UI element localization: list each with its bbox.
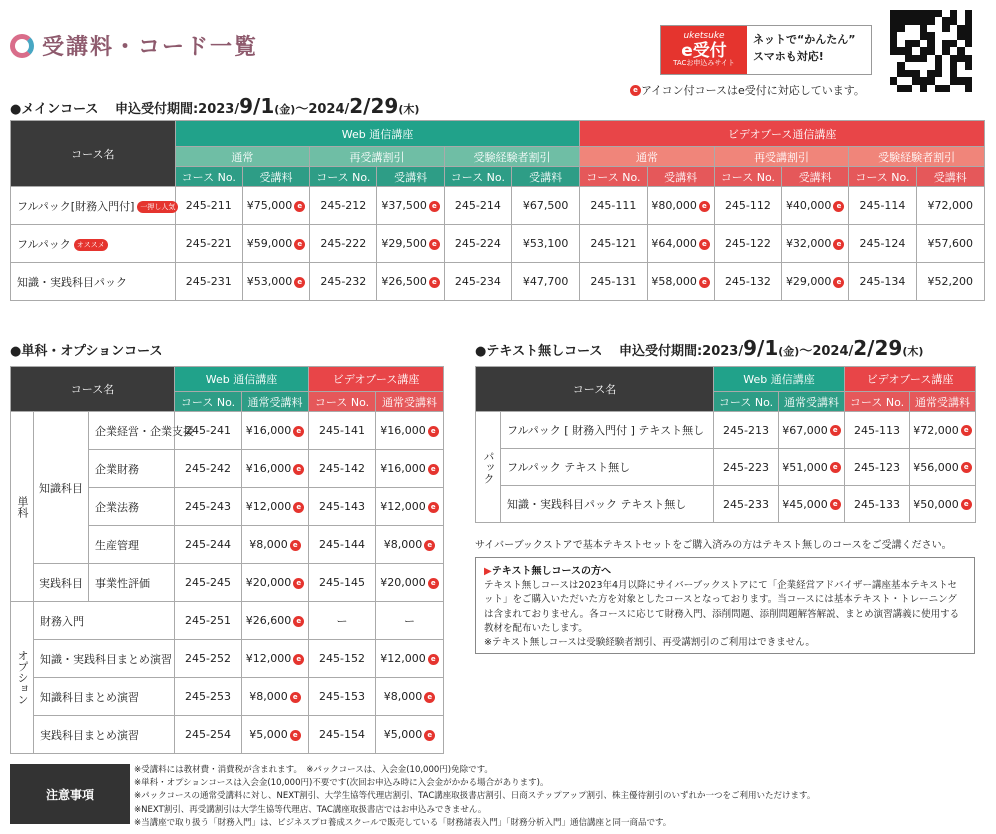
fee-value: ¥29,500 bbox=[381, 237, 427, 250]
fee-cell bbox=[242, 412, 309, 450]
code-cell: 245-214 bbox=[444, 187, 511, 225]
fee-value: ¥75,000 bbox=[246, 199, 293, 212]
fee-value: ¥5,000 bbox=[249, 728, 288, 741]
col-fee: 通常受講料 bbox=[779, 392, 845, 412]
course-name: 事業性評価 bbox=[89, 564, 175, 602]
e-uketsuke-icon: e bbox=[699, 277, 710, 288]
code-cell: 245-241 bbox=[175, 412, 242, 450]
code-cell: 245-131 bbox=[580, 263, 647, 301]
code-cell: 245-242 bbox=[175, 450, 242, 488]
fee-cell bbox=[916, 225, 984, 263]
fee-value: ¥12,000 bbox=[245, 652, 292, 665]
e-uketsuke-icon: e bbox=[293, 654, 304, 665]
fee-cell bbox=[376, 564, 444, 602]
fee-value: ¥72,000 bbox=[927, 199, 974, 212]
code-cell: 245-213 bbox=[714, 412, 779, 449]
code-cell: 245-223 bbox=[714, 449, 779, 486]
code-cell: 245-251 bbox=[175, 602, 242, 640]
footer-lines bbox=[134, 764, 815, 830]
e-uketsuke-icon: e bbox=[293, 502, 304, 513]
fee-value: ¥20,000 bbox=[380, 576, 426, 589]
footer-line: ※当講座で取り扱う「財務入門」は、ビジネスプロ養成スクールで販売している「財務諸表入門」「財務分析入門」通信講座と同一商品です。 bbox=[134, 817, 672, 828]
p-y1: 2023/ bbox=[702, 344, 744, 359]
box-text: テキスト無しコースは2023年4月以降にサイバーブックストアにて「企業経営アドバイザー講座基本テキストセット」をご購入いただいた方を対象としたコースとなっております。当コースには基本テキスト・トレーニングは含まれておりません。各コースに応じて財務入門、添削問題、添削問題解答解説、まとめ演習講義に使用する教材を配布いたします。 bbox=[484, 580, 960, 634]
icon-note bbox=[628, 82, 865, 98]
fee-cell bbox=[779, 412, 845, 449]
e-uketsuke-icon: e bbox=[424, 730, 435, 741]
col-code: コース No. bbox=[175, 167, 242, 187]
code-cell: 245-153 bbox=[309, 678, 376, 716]
sub-header-1: 再受講割引 bbox=[310, 147, 445, 167]
fee-cell bbox=[242, 450, 309, 488]
fee-cell bbox=[242, 678, 309, 716]
footer-line: ※単科・オプションコースは入会金(10,000円)不要です(次回お申込み時に入会金がかかる場合があります)。 bbox=[134, 778, 549, 789]
code-cell: 245-234 bbox=[444, 263, 511, 301]
fee-value: ¥37,500 bbox=[381, 199, 427, 212]
fee-value: ¥12,000 bbox=[380, 652, 426, 665]
group-label: オプション bbox=[11, 602, 34, 754]
eu-brand: uketsuke bbox=[683, 30, 725, 41]
code-cell: 245-113 bbox=[845, 412, 910, 449]
fee-value: ¥26,600 bbox=[245, 614, 292, 627]
code-cell: 245-143 bbox=[309, 488, 376, 526]
fee-cell bbox=[916, 187, 984, 225]
fee-value: ¥20,000 bbox=[245, 576, 292, 589]
e-uketsuke-icon: e bbox=[294, 201, 305, 212]
fee-cell bbox=[242, 716, 309, 754]
code-cell: 245-123 bbox=[845, 449, 910, 486]
fee-value: ¥51,000 bbox=[782, 460, 828, 474]
main-course-table bbox=[10, 120, 985, 301]
fee-cell bbox=[647, 187, 714, 225]
sub-header-0: 通常 bbox=[175, 147, 310, 167]
fee-value: ¥5,000 bbox=[383, 728, 423, 741]
fee-cell bbox=[242, 488, 309, 526]
code-cell: 245-233 bbox=[714, 486, 779, 523]
e-uketsuke-icon: e bbox=[429, 201, 440, 212]
e-uketsuke-icon: e bbox=[833, 201, 844, 212]
notext-course-heading bbox=[475, 336, 923, 360]
table-row bbox=[11, 678, 444, 716]
e-uketsuke-icon: e bbox=[428, 464, 439, 475]
code-cell: 245-124 bbox=[849, 225, 916, 263]
fee-value: ¥26,500 bbox=[381, 275, 427, 288]
table-row bbox=[11, 263, 985, 301]
col-code: コース No. bbox=[444, 167, 511, 187]
fee-cell bbox=[376, 602, 444, 640]
e-uketsuke-icon: e bbox=[429, 277, 440, 288]
fee-cell bbox=[377, 263, 444, 301]
single-course-heading: ●単科・オプションコース bbox=[10, 344, 163, 359]
code-cell: 245-221 bbox=[175, 225, 242, 263]
course-name: 実践科目まとめ演習 bbox=[34, 716, 175, 754]
table-row bbox=[11, 716, 444, 754]
course-name bbox=[11, 263, 176, 301]
fee-cell bbox=[377, 187, 444, 225]
course-name: 企業法務 bbox=[89, 488, 175, 526]
eu-name: e受付 bbox=[681, 40, 727, 61]
triangle-icon: ▶ bbox=[484, 566, 492, 577]
code-cell: 245-243 bbox=[175, 488, 242, 526]
course-name: 財務入門 bbox=[34, 602, 175, 640]
course-name: 企業財務 bbox=[89, 450, 175, 488]
code-cell: 245-244 bbox=[175, 526, 242, 564]
e-uketsuke-logo bbox=[661, 26, 747, 74]
single-course-name-header: コース名 bbox=[11, 367, 175, 412]
p-d1: 9/1 bbox=[239, 94, 275, 118]
p-d1: 9/1 bbox=[743, 336, 779, 360]
code-cell: 245-111 bbox=[580, 187, 647, 225]
col-fee: 通常受講料 bbox=[910, 392, 976, 412]
e-uketsuke-icon: e bbox=[428, 426, 439, 437]
eu-msg1: ネットで“かんたん” bbox=[753, 33, 856, 46]
icon-note-text: アイコン付コースはe受付に対応しています。 bbox=[641, 84, 865, 97]
course-name: フルパック [ 財務入門付 ] テキスト無し bbox=[501, 412, 714, 449]
code-cell: 245-132 bbox=[714, 263, 781, 301]
notext-heading-text: ●テキスト無しコース bbox=[475, 344, 603, 359]
course-name-header: コース名 bbox=[11, 121, 176, 187]
fee-cell bbox=[511, 225, 579, 263]
fee-value: ¥8,000 bbox=[249, 538, 288, 551]
code-cell: 245-142 bbox=[309, 450, 376, 488]
course-name: 企業経営・企業支援 bbox=[89, 412, 175, 450]
course-name: フルパック テキスト無し bbox=[501, 449, 714, 486]
table-row bbox=[476, 449, 976, 486]
fee-value: ¥40,000 bbox=[785, 199, 832, 212]
e-uketsuke-icon: e bbox=[290, 540, 301, 551]
main-period bbox=[114, 94, 420, 118]
sub-header-5: 受験経験者割引 bbox=[849, 147, 985, 167]
fee-value: ¥8,000 bbox=[383, 690, 423, 703]
e-uketsuke-icon: e bbox=[424, 692, 435, 703]
single-video-header: ビデオブース講座 bbox=[309, 367, 444, 392]
e-uketsuke-banner[interactable] bbox=[660, 25, 872, 75]
e-uketsuke-icon: e bbox=[961, 499, 972, 510]
recommend-badge: オススメ bbox=[74, 239, 108, 251]
sub-header-2: 受験経験者割引 bbox=[444, 147, 580, 167]
period-label: 申込受付期間: bbox=[618, 344, 703, 359]
e-uketsuke-icon: e bbox=[833, 277, 844, 288]
e-uketsuke-icon: e bbox=[428, 578, 439, 589]
code-cell: 245-254 bbox=[175, 716, 242, 754]
col-fee: 受講料 bbox=[511, 167, 579, 187]
code-cell: 245-245 bbox=[175, 564, 242, 602]
col-code: コース No. bbox=[309, 392, 376, 412]
code-cell: 245-112 bbox=[714, 187, 781, 225]
table-row bbox=[476, 486, 976, 523]
fee-value: ¥53,100 bbox=[522, 237, 569, 250]
code-cell: 245-152 bbox=[309, 640, 376, 678]
col-code: コース No. bbox=[849, 167, 916, 187]
footer-line: ※パックコースの通常受講料に対し、NEXT割引、大学生協等代理店割引、TAC講座取扱書店割引、日商ステップアップ割引、株主優待割引のいずれか一つをご利用いただけます。 bbox=[134, 791, 816, 802]
fee-value: ¥56,000 bbox=[913, 460, 959, 474]
col-code: コース No. bbox=[845, 392, 910, 412]
course-name: 知識科目まとめ演習 bbox=[34, 678, 175, 716]
fee-value: ¥53,000 bbox=[246, 275, 293, 288]
e-uketsuke-icon: e bbox=[293, 464, 304, 475]
fee-value: ¥58,000 bbox=[651, 275, 697, 288]
fee-cell bbox=[647, 225, 714, 263]
course-name bbox=[11, 187, 176, 225]
main-course-heading bbox=[10, 94, 419, 118]
notext-course-name-header: コース名 bbox=[476, 367, 714, 412]
fee-cell bbox=[242, 640, 309, 678]
e-uketsuke-icon: e bbox=[699, 201, 710, 212]
fee-value: ¥80,000 bbox=[651, 199, 697, 212]
e-uketsuke-icon: e bbox=[630, 85, 641, 96]
fee-value: ¥16,000 bbox=[380, 462, 426, 475]
fee-cell bbox=[376, 450, 444, 488]
code-cell: 245-222 bbox=[310, 225, 377, 263]
e-uketsuke-icon: e bbox=[429, 239, 440, 250]
code-cell: 245-232 bbox=[310, 263, 377, 301]
fee-cell bbox=[910, 449, 976, 486]
fee-cell bbox=[242, 602, 309, 640]
fee-cell bbox=[910, 412, 976, 449]
fee-value: ¥67,500 bbox=[522, 199, 569, 212]
code-cell: 245-212 bbox=[310, 187, 377, 225]
course-name-text: フルパック bbox=[17, 237, 71, 251]
fee-cell bbox=[910, 486, 976, 523]
fee-value: ¥52,200 bbox=[927, 275, 974, 288]
e-uketsuke-icon: e bbox=[833, 239, 844, 250]
eu-msg2: スマホも対応! bbox=[753, 50, 824, 64]
main-heading-text: ●メインコース bbox=[10, 102, 99, 117]
fee-cell bbox=[511, 187, 579, 225]
code-cell: 245-253 bbox=[175, 678, 242, 716]
fee-value: ¥16,000 bbox=[245, 462, 292, 475]
code-cell: 245-154 bbox=[309, 716, 376, 754]
e-uketsuke-icon: e bbox=[961, 425, 972, 436]
fee-cell bbox=[242, 263, 309, 301]
group-label: パック bbox=[476, 412, 501, 523]
table-row bbox=[11, 564, 444, 602]
fee-cell bbox=[779, 486, 845, 523]
e-uketsuke-icon: e bbox=[830, 462, 841, 473]
col-fee: 受講料 bbox=[377, 167, 444, 187]
e-uketsuke-icon: e bbox=[830, 425, 841, 436]
fee-value: ¥16,000 bbox=[380, 424, 426, 437]
notext-info-box bbox=[475, 557, 975, 654]
page-title-text: 受講料・コード一覧 bbox=[42, 35, 259, 60]
code-cell: 245-141 bbox=[309, 412, 376, 450]
fee-value: ¥64,000 bbox=[651, 237, 697, 250]
fee-cell bbox=[376, 678, 444, 716]
fee-cell bbox=[511, 263, 579, 301]
logo-icon bbox=[10, 34, 34, 58]
e-uketsuke-icon: e bbox=[699, 239, 710, 250]
sub-header-4: 再受講割引 bbox=[714, 147, 849, 167]
notext-period bbox=[618, 336, 924, 360]
course-name-text: 知識・実践科目パック bbox=[17, 275, 127, 289]
notext-course-table bbox=[475, 366, 976, 523]
fee-value: ¥12,000 bbox=[380, 500, 426, 513]
notext-note: サイバーブックストアで基本テキストセットをご購入済みの方はテキスト無しのコースをご受講ください。 bbox=[475, 540, 952, 551]
notext-video-header: ビデオブース講座 bbox=[845, 367, 976, 392]
fee-value: ¥57,600 bbox=[927, 237, 974, 250]
e-uketsuke-icon: e bbox=[428, 654, 439, 665]
recommend-badge: 一押し人気 bbox=[137, 201, 178, 213]
notext-web-header: Web 通信講座 bbox=[714, 367, 845, 392]
period-label: 申込受付期間: bbox=[114, 102, 199, 117]
group-label: 単科 bbox=[11, 412, 34, 602]
col-code: コース No. bbox=[580, 167, 647, 187]
fee-value: ¥16,000 bbox=[245, 424, 292, 437]
p-w1: (金) bbox=[274, 103, 296, 116]
fee-cell bbox=[377, 225, 444, 263]
code-cell: ー bbox=[309, 602, 376, 640]
e-uketsuke-icon: e bbox=[424, 540, 435, 551]
course-name-text: フルパック[財務入門付] bbox=[17, 199, 135, 213]
web-header: Web 通信講座 bbox=[175, 121, 580, 147]
col-code: コース No. bbox=[714, 392, 779, 412]
fee-cell bbox=[647, 263, 714, 301]
e-uketsuke-icon: e bbox=[293, 426, 304, 437]
p-w2: (木) bbox=[398, 103, 420, 116]
video-header: ビデオブース通信講座 bbox=[580, 121, 985, 147]
code-cell: 245-144 bbox=[309, 526, 376, 564]
code-cell: 245-224 bbox=[444, 225, 511, 263]
table-row bbox=[11, 640, 444, 678]
col-fee: 通常受講料 bbox=[376, 392, 444, 412]
footer-line: ※NEXT割引、再受講割引は大学生協等代理店、TAC講座取扱書店ではお申込みできません。 bbox=[134, 804, 487, 815]
e-uketsuke-icon: e bbox=[294, 239, 305, 250]
p-y1: 2023/ bbox=[198, 102, 240, 117]
code-cell: 245-133 bbox=[845, 486, 910, 523]
fee-cell bbox=[242, 225, 309, 263]
fee-value: ¥45,000 bbox=[782, 497, 828, 511]
fee-cell bbox=[242, 187, 309, 225]
eu-sub: TACお申込みサイト bbox=[673, 59, 735, 68]
fee-cell bbox=[782, 187, 849, 225]
table-row bbox=[476, 412, 976, 449]
fee-value: ¥29,000 bbox=[785, 275, 832, 288]
col-fee: 受講料 bbox=[242, 167, 309, 187]
fee-cell bbox=[782, 225, 849, 263]
single-course-table bbox=[10, 366, 444, 754]
qr-code-icon[interactable] bbox=[890, 10, 972, 92]
code-cell: 245-211 bbox=[175, 187, 242, 225]
e-uketsuke-icon: e bbox=[294, 277, 305, 288]
fee-value: ー bbox=[404, 614, 416, 628]
fee-value: ¥59,000 bbox=[246, 237, 293, 250]
code-cell: 245-114 bbox=[849, 187, 916, 225]
course-name bbox=[11, 225, 176, 263]
fee-cell bbox=[376, 412, 444, 450]
col-fee: 受講料 bbox=[647, 167, 714, 187]
footer-notes bbox=[10, 764, 986, 830]
box-text2: ※テキスト無しコースは受験経験者割引、再受講割引のご利用はできません。 bbox=[484, 637, 815, 648]
fee-cell bbox=[916, 263, 984, 301]
e-uketsuke-icon: e bbox=[290, 730, 301, 741]
fee-cell bbox=[782, 263, 849, 301]
p-sep: ～2024/ bbox=[799, 344, 854, 359]
e-uketsuke-icon: e bbox=[830, 499, 841, 510]
page-title bbox=[10, 30, 258, 61]
single-web-header: Web 通信講座 bbox=[175, 367, 309, 392]
footer-line: ※受講料には教材費・消費税が含まれます。 ※パックコースは、入会金(10,000円)免除です。 bbox=[134, 765, 493, 775]
code-cell: 245-121 bbox=[580, 225, 647, 263]
p-w1: (金) bbox=[778, 345, 800, 358]
e-uketsuke-icon: e bbox=[428, 502, 439, 513]
fee-value: ¥72,000 bbox=[913, 423, 959, 437]
course-name: 知識・実践科目パック テキスト無し bbox=[501, 486, 714, 523]
e-uketsuke-icon: e bbox=[293, 616, 304, 627]
fee-cell bbox=[242, 526, 309, 564]
footer-label: 注意事項 bbox=[10, 764, 130, 824]
code-cell: 245-134 bbox=[849, 263, 916, 301]
fee-value: ¥8,000 bbox=[383, 538, 423, 551]
table-row bbox=[11, 602, 444, 640]
fee-cell bbox=[376, 640, 444, 678]
e-uketsuke-icon: e bbox=[293, 578, 304, 589]
fee-cell bbox=[242, 564, 309, 602]
sub-header-3: 通常 bbox=[580, 147, 715, 167]
table-row bbox=[11, 412, 444, 450]
sub-group-label: 知識科目 bbox=[34, 412, 89, 564]
e-uketsuke-icon: e bbox=[290, 692, 301, 703]
box-title: テキスト無しコースの方へ bbox=[491, 566, 612, 577]
code-cell: 245-145 bbox=[309, 564, 376, 602]
fee-cell bbox=[376, 716, 444, 754]
fee-cell bbox=[376, 526, 444, 564]
p-w2: (木) bbox=[902, 345, 924, 358]
p-d2: 2/29 bbox=[349, 94, 399, 118]
col-fee: 受講料 bbox=[782, 167, 849, 187]
fee-value: ¥47,700 bbox=[522, 275, 569, 288]
table-row bbox=[11, 225, 985, 263]
code-cell: 245-231 bbox=[175, 263, 242, 301]
fee-value: ¥50,000 bbox=[913, 497, 959, 511]
fee-value: ¥12,000 bbox=[245, 500, 292, 513]
p-d2: 2/29 bbox=[853, 336, 903, 360]
col-fee: 受講料 bbox=[916, 167, 984, 187]
sub-group-label: 実践科目 bbox=[34, 564, 89, 602]
col-code: コース No. bbox=[310, 167, 377, 187]
col-fee: 通常受講料 bbox=[242, 392, 309, 412]
e-uketsuke-icon: e bbox=[961, 462, 972, 473]
code-cell: 245-122 bbox=[714, 225, 781, 263]
course-name: 知識・実践科目まとめ演習 bbox=[34, 640, 175, 678]
col-code: コース No. bbox=[714, 167, 781, 187]
fee-value: ¥8,000 bbox=[249, 690, 288, 703]
fee-value: ¥32,000 bbox=[785, 237, 832, 250]
course-name: 生産管理 bbox=[89, 526, 175, 564]
fee-value: ¥67,000 bbox=[782, 423, 828, 437]
col-code: コース No. bbox=[175, 392, 242, 412]
table-row bbox=[11, 187, 985, 225]
code-cell: 245-252 bbox=[175, 640, 242, 678]
fee-cell bbox=[779, 449, 845, 486]
p-sep: ～2024/ bbox=[295, 102, 350, 117]
fee-cell bbox=[376, 488, 444, 526]
